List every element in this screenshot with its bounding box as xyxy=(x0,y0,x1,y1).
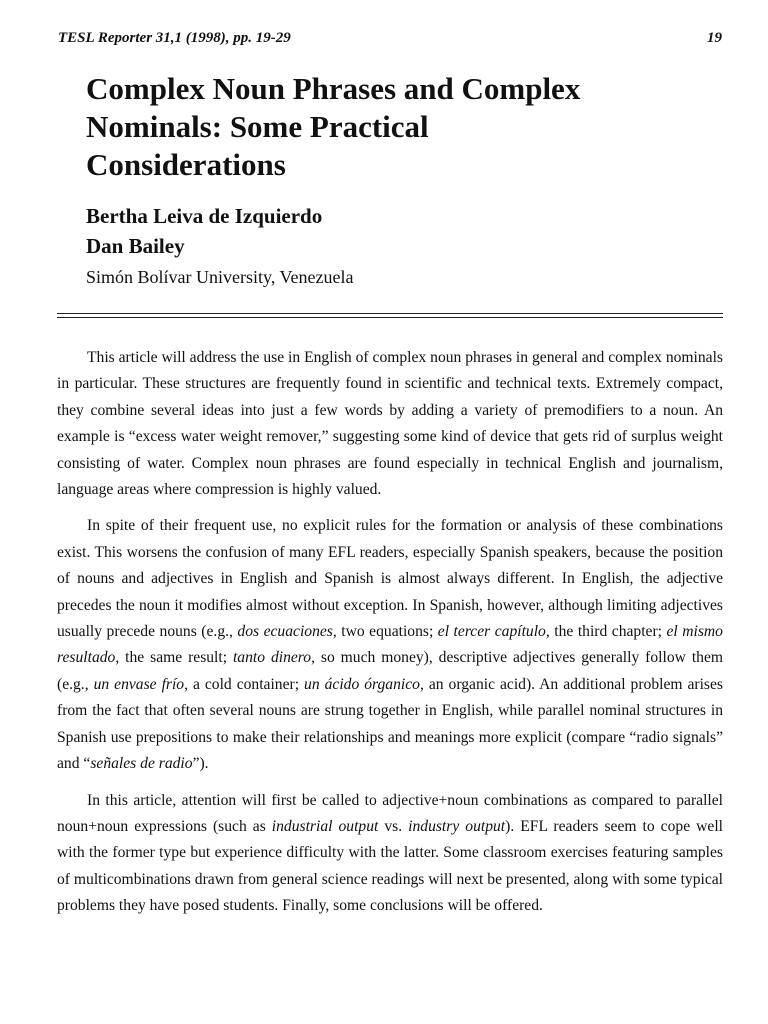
italic-term: el mismo resultado xyxy=(57,623,723,667)
italic-term: señales de radio xyxy=(90,755,193,773)
body-text: , two equations; xyxy=(332,623,438,641)
body-paragraph xyxy=(57,513,723,777)
page-number: 19 xyxy=(707,30,722,46)
journal-citation: TESL Reporter 31,1 (1998), pp. 19-29 xyxy=(58,30,291,46)
body-text: , the same result; xyxy=(115,649,233,667)
author-name: Dan Bailey xyxy=(86,234,185,258)
italic-term: industrial output xyxy=(271,817,379,835)
body-text: In spite of their frequent use, no explicit rules for the formation or analysis of these combinations exist. This worsens the confusion of many EFL readers, especially Spanish speakers, because the position of nouns and adjectives in English and Spanish is almost always different. In English, the adjective precedes the noun it modifies almost without exception. In Spanish, however, although limiting adjectives usually precede nouns (e.g., xyxy=(57,517,723,641)
article-title xyxy=(86,70,706,184)
body-text: , an organic acid). An additional problem arises from the fact that often several nouns are strung together in English, while parallel nominal structures in Spanish use prepositions to make their relationships and meanings more explicit (compare “radio signals” and “ xyxy=(57,675,723,773)
running-head xyxy=(58,30,722,47)
header-rule-lower xyxy=(57,317,723,318)
body-paragraph xyxy=(57,788,723,920)
body-text: In this article, attention will first be called to adjective+noun combinations as compared to parallel noun+noun expressions (such as xyxy=(57,791,723,835)
body-paragraph xyxy=(57,345,723,503)
article-body xyxy=(57,345,723,930)
italic-term: un envase frío xyxy=(93,675,185,693)
italic-term: el tercer capítulo xyxy=(437,623,546,641)
italic-term: tanto dinero xyxy=(232,649,312,667)
title-line: Nominals: Some Practical xyxy=(86,109,429,144)
title-line: Considerations xyxy=(86,147,286,182)
title-line: Complex Noun Phrases and Complex xyxy=(86,71,581,106)
italic-term: industry output xyxy=(408,817,506,835)
header-rule xyxy=(57,313,723,314)
author-affiliation: Simón Bolívar University, Venezuela xyxy=(86,267,354,287)
body-text: ). EFL readers seem to cope well with the former type but experience difficulty with the latter. Some classroom exercises featuring samples of multicombinations drawn from general science readings will next be presented, along with some typical problems they have posed students. Finally, some conclusions will be offered. xyxy=(57,817,723,915)
body-text: , the third chapter; xyxy=(545,623,667,641)
body-text: ”). xyxy=(192,755,209,773)
body-text: , a cold container; xyxy=(184,675,305,693)
body-text: This article will address the use in English of complex noun phrases in general and complex nominals in particular. These structures are frequently found in scientific and technical texts. Extremely compact, they combine several ideas into just a few words by adding a variety of premodifiers to a noun. An example is “excess water weight remover,” suggesting some kind of device that gets rid of surplus weight consisting of water. Complex noun phrases are found especially in technical English and journalism, language areas where compression is highly valued. xyxy=(57,349,723,499)
body-text: vs. xyxy=(378,817,409,835)
italic-term: un ácido órganico xyxy=(304,675,420,693)
body-text: , so much money), descriptive adjectives generally follow them (e.g., xyxy=(57,649,723,693)
italic-term: dos ecuaciones xyxy=(237,623,333,641)
author-name: Bertha Leiva de Izquierdo xyxy=(86,204,323,228)
